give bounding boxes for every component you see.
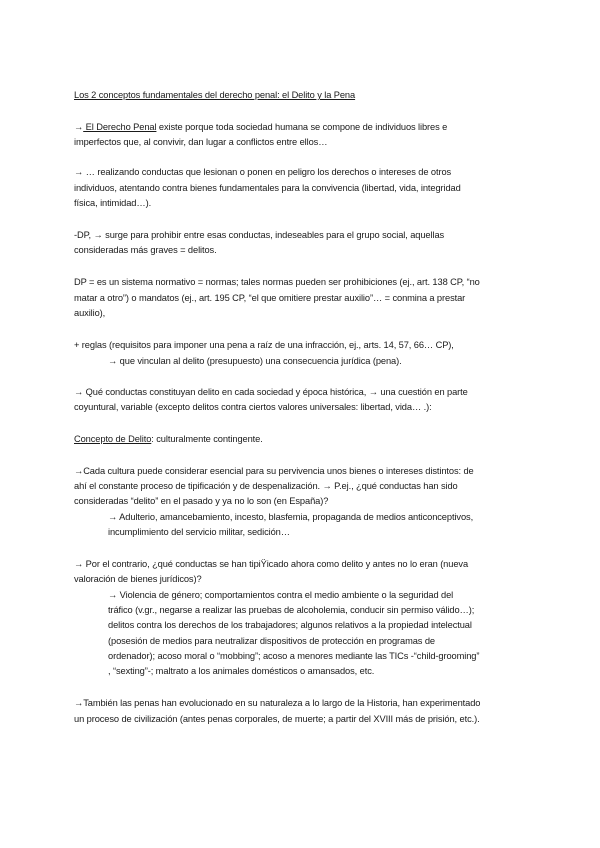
paragraph-contrario-line-7: ordenador); acoso moral o “mobbing”; acoso a menores mediante las TICs -“child-grooming” bbox=[108, 651, 480, 661]
paragraph-contrario-line-5: delitos contra los derechos de los trabajadores; algunos relativos a la propiedad intelectual bbox=[108, 620, 472, 630]
paragraph-cultura-line-5: incumplimiento del servicio militar, sedición… bbox=[108, 527, 290, 537]
paragraph-dp-line-2: consideradas más graves = delitos. bbox=[74, 245, 217, 255]
paragraph-contrario-line-2: valoración de bienes jurídicos)? bbox=[74, 574, 202, 584]
section-concepto-delito: Concepto de Delito: culturalmente contingente. bbox=[74, 434, 263, 444]
paragraph-contrario-line-8: , “sexting”-; maltrato a los animales domésticos o amansados, etc. bbox=[108, 666, 375, 676]
paragraph-contrario-line-1: → Por el contrario, ¿qué conductas se han tipiŸicado ahora como delito y antes no lo eran (nueva bbox=[74, 559, 469, 569]
paragraph-contrario-line-4: tráfico (v.gr., negarse a realizar las pruebas de alcoholemia, conducir sin permiso válido…); bbox=[108, 605, 475, 615]
paragraph-dp-line-1: -DP, → surge para prohibir entre esas conductas, indeseables para el grupo social, aquellas bbox=[74, 230, 445, 240]
paragraph-conductas-line-1: → … realizando conductas que lesionan o ponen en peligro los derechos o intereses de otros bbox=[74, 167, 452, 177]
paragraph-derecho-penal-line-1: → El Derecho Penal existe porque toda sociedad humana se compone de individuos libres e bbox=[74, 122, 448, 132]
paragraph-reglas-line-2: → que vinculan al delito (presupuesto) una consecuencia jurídica (pena). bbox=[108, 356, 402, 366]
paragraph-conductas-line-3: física, intimidad…). bbox=[74, 198, 152, 208]
paragraph-derecho-penal-line-2: imperfectos que, al convivir, dan lugar a conflictos entre ellos… bbox=[74, 137, 328, 147]
paragraph-penas-line-2: un proceso de civilización (antes penas corporales, de muerte; a partir del XVIII más de prisión, etc.). bbox=[74, 714, 480, 724]
paragraph-normas-line-2: matar a otro”) o mandatos (ej., art. 195 CP, “el que omitiere prestar auxilio”… = conmina a prestar bbox=[74, 293, 466, 303]
paragraph-cultura-line-3: consideradas “delito” en el pasado y ya no lo son (en España)? bbox=[74, 496, 329, 506]
document-title: Los 2 conceptos fundamentales del derecho penal: el Delito y la Pena bbox=[74, 90, 356, 100]
paragraph-cultura-line-2: ahí el constante proceso de tipificación y de despenalización. → P.ej., ¿qué conductas han sido bbox=[74, 481, 458, 491]
paragraph-penas-line-1: →También las penas han evolucionado en su naturaleza a lo largo de la Historia, han experimentado bbox=[74, 698, 481, 708]
paragraph-conductas-line-2: individuos, atentando contra bienes fundamentales para la convivencia (libertad, vida, integridad bbox=[74, 183, 461, 193]
paragraph-reglas-line-1: + reglas (requisitos para imponer una pena a raíz de una infracción, ej., arts. 14, 57, 66… CP), bbox=[74, 340, 454, 350]
paragraph-cultura-line-1: →Cada cultura puede considerar esencial para su pervivencia unos bienes o intereses distintos: de bbox=[74, 466, 474, 476]
paragraph-que-conductas-line-1: → Qué conductas constituyan delito en cada sociedad y época histórica, → una cuestión en parte bbox=[74, 387, 468, 397]
paragraph-normas-line-1: DP = es un sistema normativo = normas; tales normas pueden ser prohibiciones (ej., art. 138 CP, “no bbox=[74, 277, 480, 287]
paragraph-contrario-line-3: → Violencia de género; comportamientos contra el medio ambiente o la seguridad del bbox=[108, 590, 454, 600]
paragraph-que-conductas-line-2: coyuntural, variable (excepto delitos contra ciertos valores universales: libertad, vida… .): bbox=[74, 402, 432, 412]
term-derecho-penal: El Derecho Penal bbox=[83, 122, 157, 132]
paragraph-cultura-line-4: → Adulterio, amancebamiento, incesto, blasfemia, propaganda de medios anticonceptivos, bbox=[108, 512, 474, 522]
term-concepto-delito: Concepto de Delito bbox=[74, 434, 152, 444]
paragraph-normas-line-3: auxilio), bbox=[74, 308, 106, 318]
paragraph-contrario-line-6: (posesión de medios para neutralizar dispositivos de protección en programas de bbox=[108, 636, 435, 646]
arrow-symbol: → bbox=[74, 122, 84, 132]
